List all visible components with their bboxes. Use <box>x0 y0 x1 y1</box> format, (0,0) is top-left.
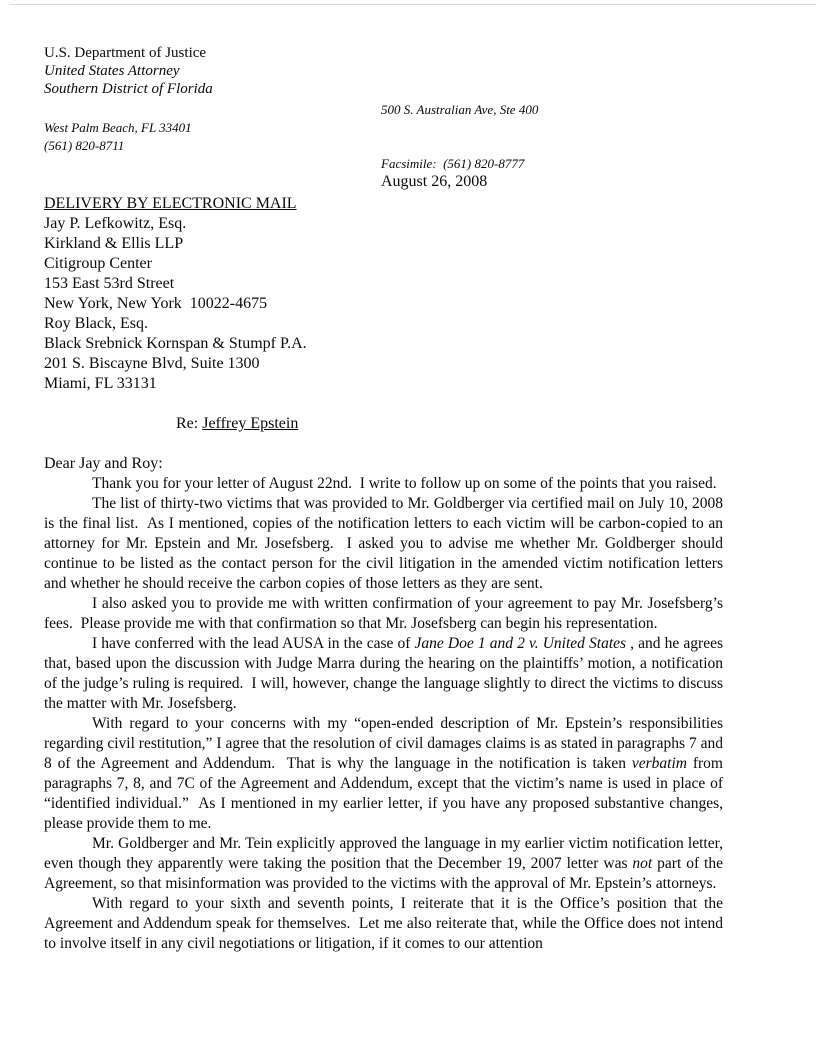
doj-agency-name: U.S. Department of Justice <box>44 45 207 61</box>
city-state-zip: West Palm Beach, FL 33401 <box>44 120 192 135</box>
recipient-address-block <box>44 214 723 394</box>
phone-number: (561) 820-8711 <box>44 138 125 153</box>
office-title: United States Attorney <box>44 63 180 79</box>
recipient-line: Miami, FL 33131 <box>44 375 157 392</box>
letter-paragraph <box>44 834 727 894</box>
letter-paragraph <box>44 714 727 834</box>
re-line <box>160 394 723 454</box>
recipient-line: 201 S. Biscayne Blvd, Suite 1300 <box>44 355 260 372</box>
recipient-line: Roy Black, Esq. <box>44 315 148 332</box>
recipient-line: Jay P. Lefkowitz, Esq. <box>44 215 187 232</box>
text-segment: Thank you for your letter of August 22nd. I write to follow up on some of the points that you raised. <box>92 475 717 492</box>
re-prefix: Re: <box>176 415 203 432</box>
recipient-line: Citigroup Center <box>44 255 152 272</box>
facsimile-number: Facsimile: (561) 820-8777 <box>381 156 525 171</box>
scan-edge-line <box>10 4 816 5</box>
delivery-method-heading: DELIVERY BY ELECTRONIC MAIL <box>44 195 297 212</box>
letter-paragraph <box>44 594 727 634</box>
letter-body <box>44 474 727 954</box>
district-title: Southern District of Florida <box>44 81 213 97</box>
text-segment: from paragraphs 7, 8, and 7C of the Agreement and Addendum, except that the victim’s name is used in place of “identified individual.” As I mentioned in my earlier letter, if you have any proposed substantive changes, please provide them to me. <box>44 755 727 832</box>
letter-date: August 26, 2008 <box>381 173 488 190</box>
text-segment: I have conferred with the lead AUSA in the case of <box>92 635 415 652</box>
text-segment: With regard to your sixth and seventh points, I reiterate that it is the Office’s position that the Agreement and Addendum speak for themselves. Let me also reiterate that, while the Office does not intend to involve itself in any civil negotiations or litigation, if it comes to our attention <box>44 895 727 952</box>
recipient-line: 153 East 53rd Street <box>44 275 175 292</box>
text-segment: , and he agrees that, based upon the discussion with Judge Marra during the hearing on the plaintiffs’ motion, a notification of the judge’s ruling is required. I will, however, change the language slightly to direct the victims to discuss the matter with Mr. Josefsberg. <box>44 635 727 712</box>
letter-paragraph <box>44 494 727 594</box>
recipient-line: Kirkland & Ellis LLP <box>44 235 184 252</box>
italic-text-segment: verbatim <box>631 755 687 772</box>
text-segment: part of the Agreement, so that misinformation was provided to the victims with the approval of Mr. Epstein’s attorneys. <box>44 855 727 892</box>
letter-paragraph <box>44 474 723 494</box>
text-segment: The list of thirty-two victims that was provided to Mr. Goldberger via certified mail on July 10, 2008 is the final list. As I mentioned, copies of the notification letters to each victim will be carbon-copied to an attorney for Mr. Epstein and Mr. Josefsberg. I asked you to advise me whether Mr. Goldberger should continue to be listed as the contact person for the civil litigation in the amended victim notification letters and whether he should receive the carbon copies of those letters as they are sent. <box>44 495 727 592</box>
letterhead <box>44 44 723 191</box>
recipient-line: New York, New York 10022-4675 <box>44 295 268 312</box>
letter-paragraph <box>44 634 727 714</box>
text-segment: Mr. Goldberger and Mr. Tein explicitly approved the language in my earlier victim notification letter, even though they apparently were taking the position that the December 19, 2007 letter was <box>44 835 727 872</box>
re-subject: Jeffrey Epstein <box>202 415 299 432</box>
salutation: Dear Jay and Roy: <box>44 455 163 472</box>
italic-text-segment: Jane Doe 1 and 2 v. United States <box>414 635 627 652</box>
street-address: 500 S. Australian Ave, Ste 400 <box>381 102 539 117</box>
text-segment: I also asked you to provide me with written confirmation of your agreement to pay Mr. Josefsberg’s fees. Please provide me with that confirmation so that Mr. Josefsberg can begin his representation. <box>44 595 727 632</box>
recipient-line: Black Srebnick Kornspan & Stumpf P.A. <box>44 335 307 352</box>
italic-text-segment: not <box>632 855 653 872</box>
text-segment: With regard to your concerns with my “open-ended description of Mr. Epstein’s responsibilities regarding civil restitution,” I agree that the resolution of civil damages claims is as stated in paragraphs 7 and 8 of the Agreement and Addendum. That is why the language in the notification is taken <box>44 715 727 772</box>
letter-paragraph <box>44 894 727 954</box>
